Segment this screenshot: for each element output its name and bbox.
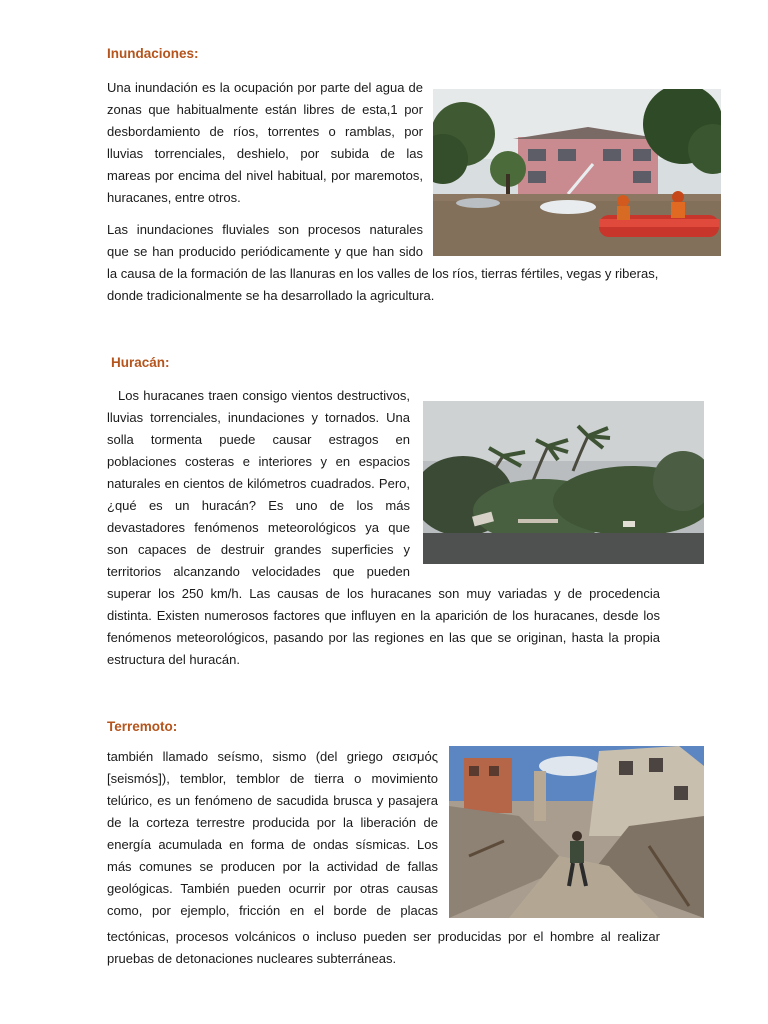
paragraph-line: huracanes, entre otros. (107, 190, 241, 205)
flood-photo (433, 89, 721, 256)
paragraph-line: [seismós]), temblor, temblor de tierra o movimiento (107, 771, 438, 786)
paragraph-line: lluvias torrenciales, deshielo, por subida de las (107, 146, 423, 161)
paragraph-line: solla tormenta puede causar estragos en (107, 432, 410, 447)
paragraph-line: naturales en cientos de kilómetros cuadrados. Pero, (107, 476, 410, 491)
paragraph-line: mareas por encima del nivel habitual, por maremotos, (107, 168, 423, 183)
paragraph-line: fenómenos meteorológicos, pasando por las regiones en las que se originan, hasta la propia (107, 630, 660, 645)
paragraph-line: más comunes se producen por la actividad de fallas (107, 859, 438, 874)
paragraph-line: Las inundaciones fluviales son procesos naturales (107, 222, 423, 237)
paragraph-line: zonas que habitualmente están libres de esta,1 por (107, 102, 423, 117)
section-heading-terremoto: Terremoto: (107, 719, 178, 734)
paragraph-line: de la corteza terrestre producida por la liberación de (107, 815, 438, 830)
paragraph-line: donde tradicionalmente se ha desarrollado la agricultura. (107, 288, 435, 303)
paragraph-line: geológicas. También pueden ocurrir por otras causas (107, 881, 438, 896)
paragraph-line: Una inundación es la ocupación por parte del agua de (107, 80, 423, 95)
earthquake-photo (449, 746, 704, 918)
paragraph-line: la causa de la formación de las llanuras en los valles de los ríos, tierras fértiles, vegas y riberas, (107, 266, 659, 281)
paragraph-line: telúrico, es un fenómeno de sacudida brusca y pasajera (107, 793, 438, 808)
paragraph-line: poblaciones costeras e interiores y en espacios (107, 454, 410, 469)
paragraph-line: territorios alcanzando velocidades que pueden (107, 564, 410, 579)
paragraph-line: distinta. Existen numerosos factores que influyen en la aparición de los huracanes, desde los (107, 608, 660, 623)
paragraph-line: también llamado seísmo, sismo (del griego σεισμός (107, 749, 438, 764)
paragraph-line: Los huracanes traen consigo vientos destructivos, (118, 388, 410, 403)
paragraph-line: energía acumulada en forma de ondas sísmicas. Los (107, 837, 438, 852)
paragraph-line: ¿qué es un huracán? Es uno de los más (107, 498, 410, 513)
paragraph-line: son capaces de destruir grandes superficies y (107, 542, 410, 557)
hurricane-photo (423, 401, 704, 564)
paragraph-line: como, por ejemplo, fricción en el borde de placas (107, 903, 438, 918)
paragraph-line: desbordamiento de ríos, torrentes o ramblas, por (107, 124, 423, 139)
paragraph-line: superar los 250 km/h. Las causas de los huracanes son muy variadas y de procedencia (107, 586, 660, 601)
paragraph-line: estructura del huracán. (107, 652, 240, 667)
paragraph-line: tectónicas, procesos volcánicos o incluso pueden ser producidas por el hombre al realizar (107, 929, 660, 944)
paragraph-line: lluvias torrenciales, inundaciones y tornados. Una (107, 410, 410, 425)
paragraph-line: pruebas de detonaciones nucleares subterráneas. (107, 951, 397, 966)
paragraph-line: que se han producido periódicamente y que han sido (107, 244, 423, 259)
section-heading-huracan: Huracán: (111, 355, 170, 370)
section-heading-inundaciones: Inundaciones: (107, 46, 199, 61)
paragraph-line: devastadores fenómenos meteorológicos ya que (107, 520, 410, 535)
